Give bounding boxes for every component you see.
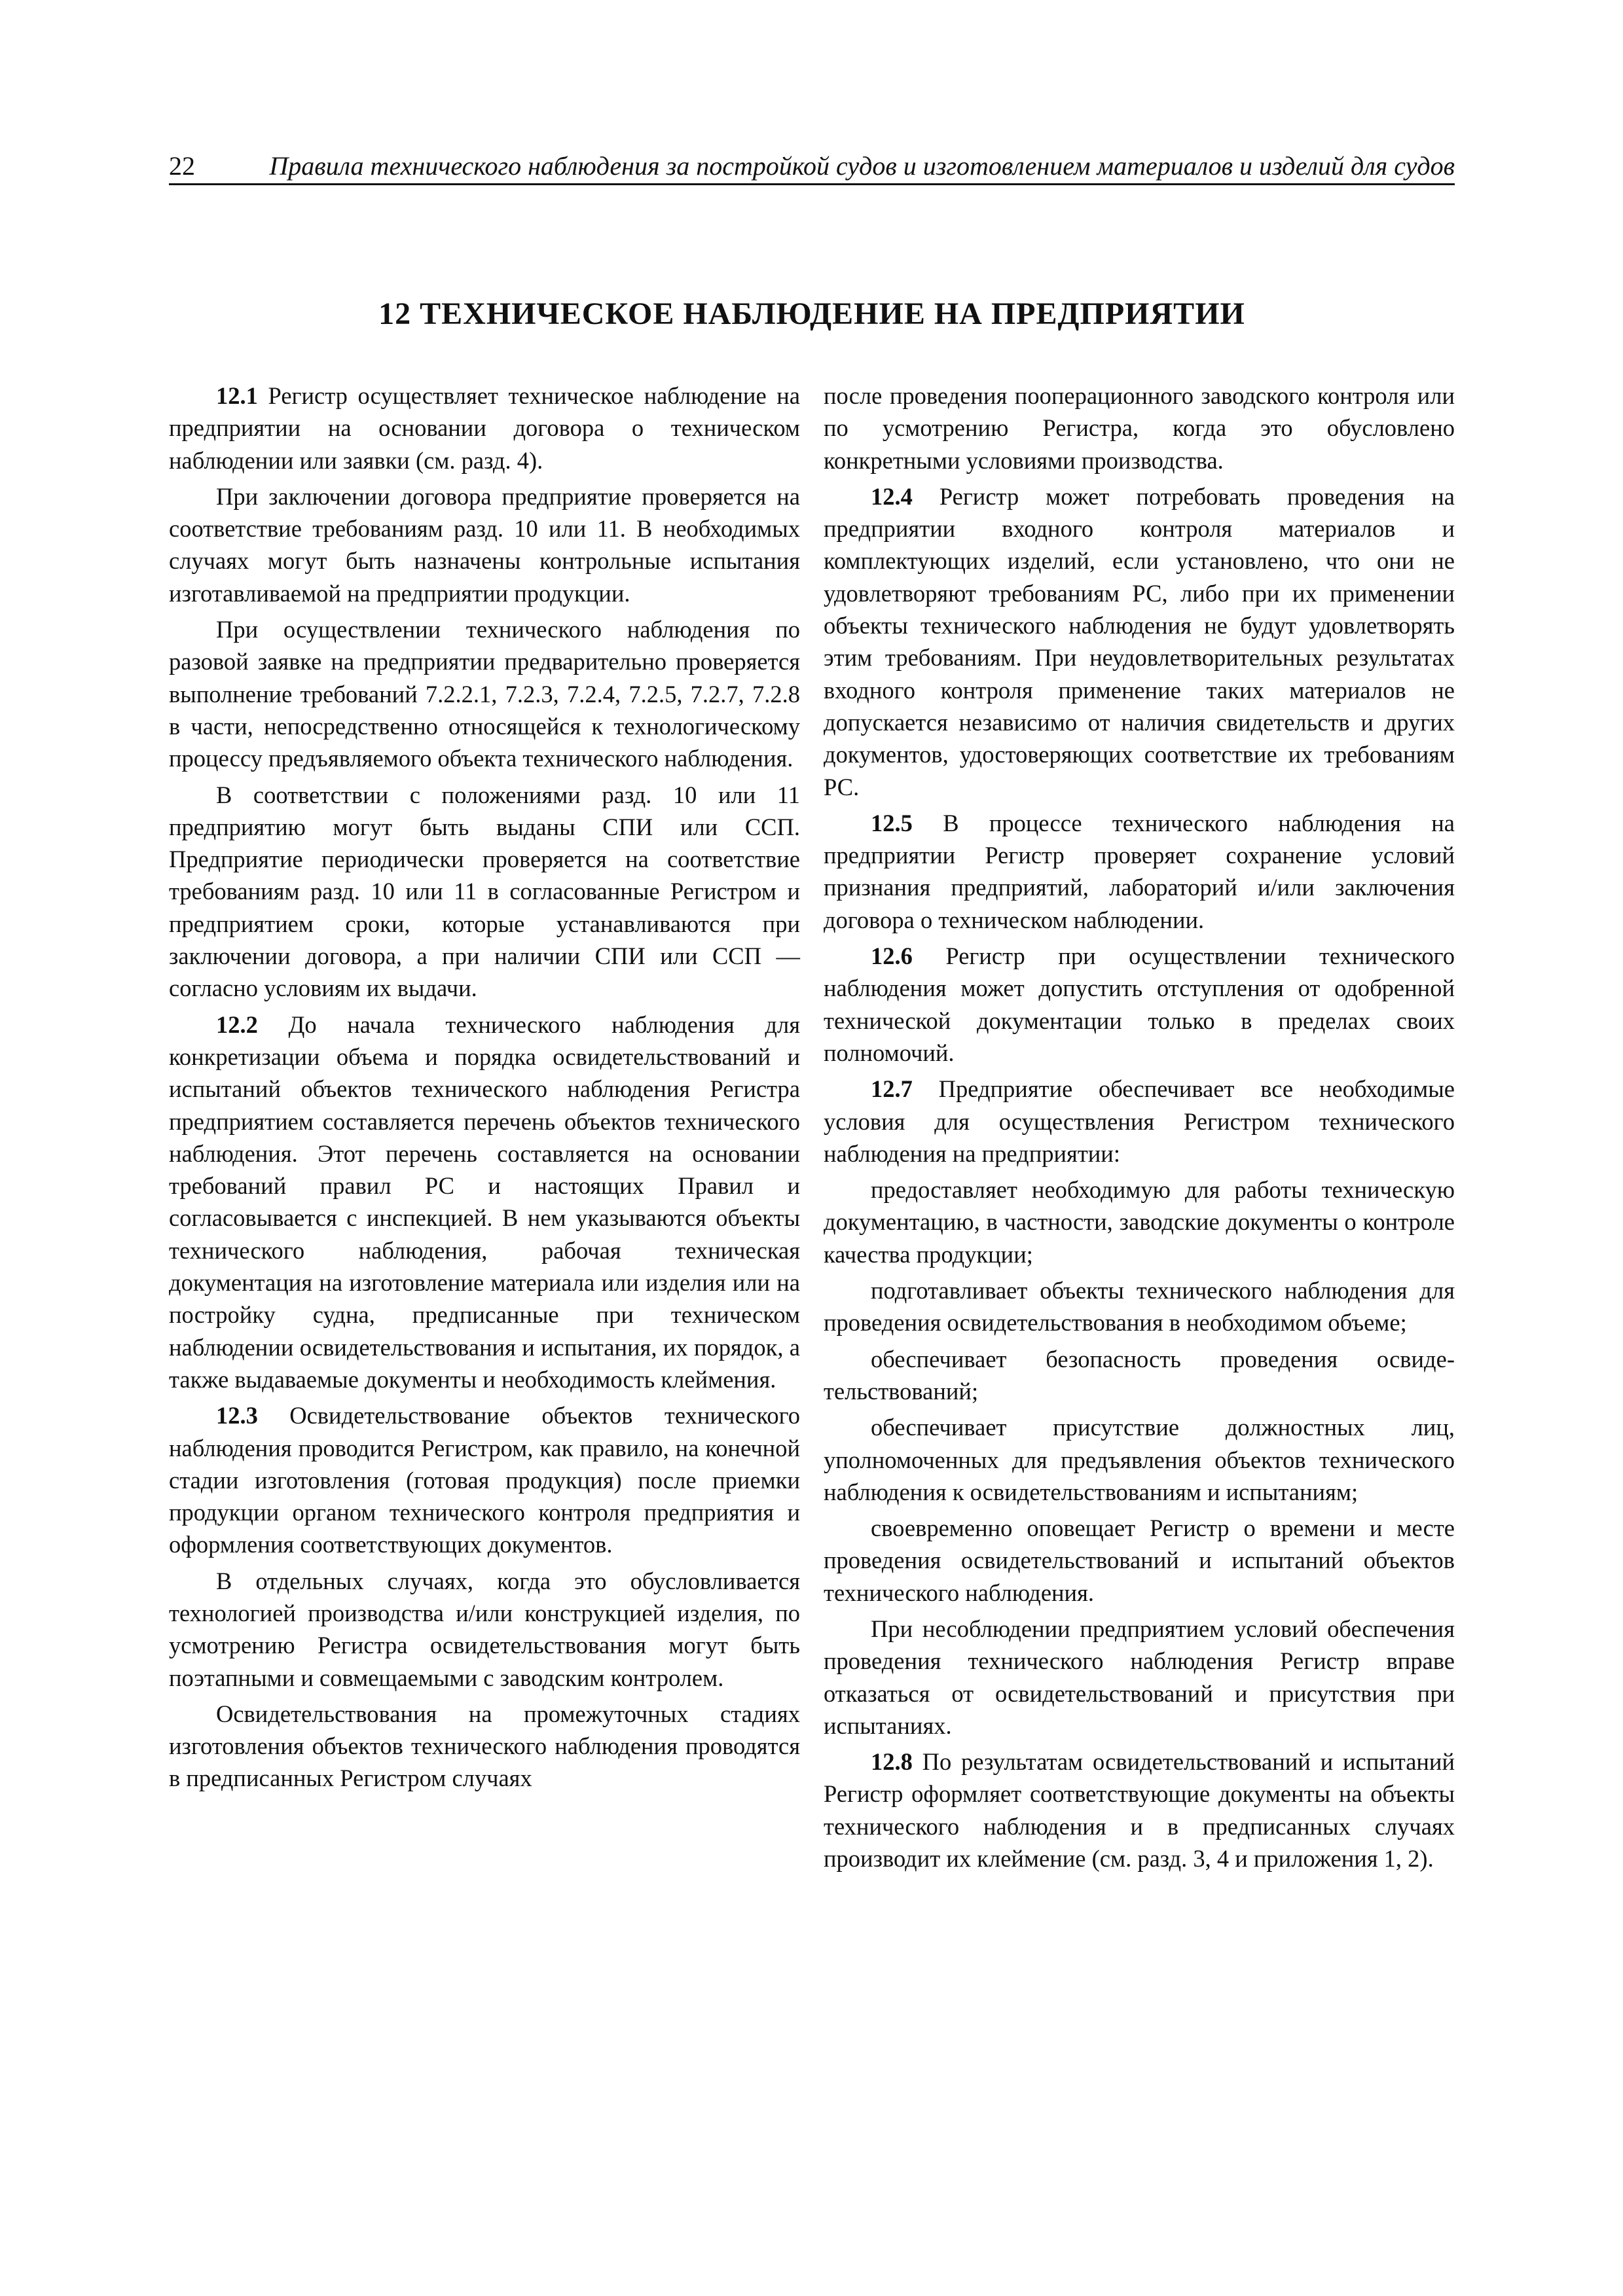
paragraph-12-2 [169,1009,800,1396]
paragraph: При несоблюдении предприятием условий обеспечения проведения технического наблюдения Регистр вправе отказаться от освидетельствований и присутствия при испытаниях. [824,1615,1455,1739]
paragraph-12-5 [824,807,1455,936]
paragraph: В отдельных случаях, когда это обусловливается технологией производства и/или конструкцией изделия, по усмотрению Регистра освидетельствования могут быть поэтапными и совмещаемыми с заводским контролем. [169,1567,800,1691]
clause-number: 12.3 [216,1402,258,1429]
clause-number: 12.4 [871,482,913,510]
list-item: предоставляет необходимую для работы техническую документацию, в частности, заводские документы о контроле качества продукции; [824,1176,1455,1268]
clause-number: 12.7 [871,1075,913,1103]
clause-text: Регистр при осуществлении технического наблюдения может допустить отступления от одобренной технической документации только в пределах своих полномочий. [824,942,1455,1066]
clause-text: В процессе технического наблюдения на предприятии Регистр проверяет сохранение условий признания предприятий, лабораторий и/или заключения договора о техническом наблюдении. [824,809,1455,933]
paragraph-12-1 [169,380,800,476]
paragraph-12-6 [824,940,1455,1069]
running-title: Правила технического наблюдения за постройкой судов и изготовлением материалов и изделий для судов [269,151,1455,181]
clause-text: Регистр осуществляет техническое наблюдение на предприятии на основании договора о техническом наблюдении или заявки (см. разд. 4). [169,382,800,474]
paragraph: Освидетельствования на промежуточных стадиях изготовления объектов технического наблюдения проводятся в предписанных Регистром случаях [169,1700,800,1792]
clause-number: 12.5 [871,809,913,836]
paragraph-12-8 [824,1746,1455,1874]
list-item: обеспечивает безопасность проведения освидетельствований; [824,1345,1455,1405]
paragraph-12-4 [824,480,1455,803]
list-item: обеспечивает присутствие должностных лиц, уполномоченных для предъявления объектов технического наблюдения к освидетельствованиям и испытаниям; [824,1414,1455,1505]
page-header [169,143,1455,185]
paragraph: В соответствии с положениями разд. 10 или 11 предприятию могут быть выданы СПИ или ССП. Предприятие периодически проверяется на соответствие требованиям разд. 10 или 11 в согласованные Регистром и предприятием сроки, которые устанавливаются при заключении договора, а при наличии СПИ или ССП — согласно условиям их выдачи. [169,781,800,1002]
clause-number: 12.6 [871,942,913,970]
chapter-title: 12 ТЕХНИЧЕСКОЕ НАБЛЮДЕНИЕ НА ПРЕДПРИЯТИИ [378,296,1245,331]
list-item: подготавливает объекты технического наблюдения для проведения освидетельствования в необходимом объеме; [824,1277,1455,1336]
paragraph-12-7 [824,1073,1455,1170]
page-number: 22 [169,151,195,181]
clause-text: Предприятие обеспечивает все необходимые условия для осуществления Регистром технического наблюдения на предприятии: [824,1075,1455,1167]
clause-text: До начала технического наблюдения для конкретизации объема и порядка освидетельствований и испытаний объектов технического наблюдения Регистра предприятием составляется перечень объектов технического наблюдения. Этот перечень составляется на основании требований правил РС и настоящих Правил и согласовывается с инспекцией. В нем указываются объекты технического наблюдения, рабочая техническая документация на изготовление материала или изделия или на постройку судна, предписанные при техническом наблюдении освидетельствования и испытания, их порядок, а также выдаваемые документы и необходимость клеймения. [169,1011,800,1393]
clause-text: По результатам освидетельствований и испытаний Регистр оформляет соответствующие документы на объекты технического наблюдения и в предписанных случаях производит их клеймение (см. разд. 3, 4 и приложения 1, 2). [824,1748,1455,1873]
list-item: своевременно оповещает Регистр о времени и месте проведения освидетельствований и испытаний объектов технического наблюдения. [824,1515,1455,1606]
paragraph: При заключении договора предприятие проверяется на соответствие требованиям разд. 10 или 11. В необходимых случаях могут быть назначены контрольные испытания изготавливаемой на предприятии продукции. [169,482,800,607]
clause-number: 12.1 [216,382,258,409]
paragraph: При осуществлении технического наблюдения по разовой заявке на предприятии предварительно проверяется выполнение требований 7.2.2.1, 7.2.3, 7.2.4, 7.2.5, 7.2.7, 7.2.8 в части, непосредственно относящейся к технологическому процессу предъявляемого объекта технического наблюдения. [169,616,800,772]
paragraph-12-3 [169,1399,800,1560]
clause-text: Освидетельствование объектов технического наблюдения проводится Регистром, как правило, на конечной стадии изготовления (готовая продукция) после приемки продукции органом технического контроля предприятия и оформления соответствующих документов. [169,1402,800,1558]
paragraph-continued: после проведения пооперационного заводского контроля или по усмотрению Регистра, когда это обусловлено конкретными условиями производства. [824,382,1455,474]
right-column [824,380,1455,1878]
clause-text: Регистр может потребовать проведения на предприятии входного контроля материалов и комплектующих изделий, если установлено, что они не удовлетворяют требованиям РС, либо при их применении объекты технического наблюдения не будут удовлетворять этим требованиям. При неудовлетворительных результатах входного контроля применение таких материалов не допускается независимо от наличия свидетельств и других документов, удостоверяющих соответствие их требованиям РС. [824,482,1455,800]
left-column [169,380,800,1799]
clause-number: 12.2 [216,1011,258,1038]
clause-number: 12.8 [871,1748,913,1776]
